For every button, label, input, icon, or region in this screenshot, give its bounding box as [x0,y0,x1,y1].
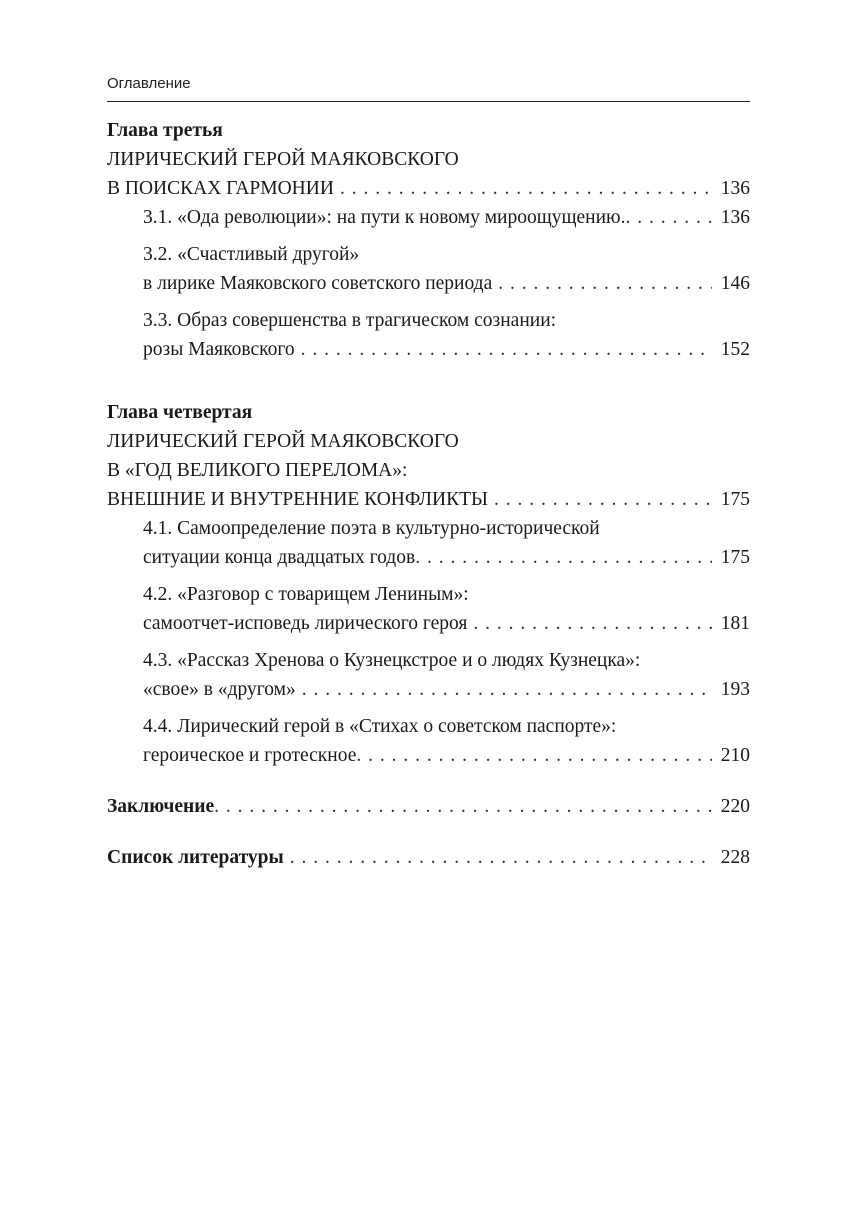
chapter4-title-line2: В «ГОД ВЕЛИКОГО ПЕРЕЛОМА»: [107,460,408,481]
chapter3-title-line2: В ПОИСКАХ ГАРМОНИИ [107,178,334,199]
conclusion-entry[interactable] [107,792,750,821]
chapter3-page: 136 [720,178,750,199]
conclusion-label: Заключение [107,796,215,817]
chapter4-title-line3: ВНЕШНИЕ И ВНУТРЕННИЕ КОНФЛИКТЫ [107,489,489,510]
chapter3-entry[interactable] [107,174,750,203]
section-page: 152 [720,339,750,360]
dot-leader [214,792,712,821]
dot-leader [494,485,712,514]
section-4-1[interactable] [107,543,750,572]
section-3-2[interactable] [107,269,750,298]
dot-leader [290,843,712,872]
chapter3-title-line1: ЛИРИЧЕСКИЙ ГЕРОЙ МАЯКОВСКОГО [107,149,459,170]
section-title: самоотчет-исповедь лирического героя [143,613,468,634]
section-3-1[interactable] [107,203,750,232]
chapter4-entry[interactable] [107,485,750,514]
chapter4-label: Глава четвертая [107,402,253,423]
dot-leader [301,335,712,364]
section-4-2[interactable] [107,609,750,638]
bibliography-label: Список литературы [107,847,284,868]
section-page: 175 [720,547,750,568]
section-title: героическое и гротескное [143,745,357,766]
section-page: 146 [720,273,750,294]
section-title: розы Маяковского [143,339,295,360]
section-page: 210 [720,745,750,766]
dot-leader [473,609,712,638]
bibliography-entry[interactable] [107,843,750,872]
section-3-3[interactable] [107,335,750,364]
section-4-4-line1: 4.4. Лирический герой в «Стихах о советском паспорте»: [143,716,617,737]
section-title: в лирике Маяковского советского периода [143,273,493,294]
header-rule [107,101,750,102]
conclusion-page: 220 [720,796,750,817]
section-4-4[interactable] [107,741,750,770]
section-4-3-line1: 4.3. «Рассказ Хренова о Кузнецкстрое и о людях Кузнецка»: [143,650,641,671]
chapter4-page: 175 [720,489,750,510]
section-3-2-line1: 3.2. «Счастливый другой» [143,244,360,265]
dot-leader [415,543,712,572]
section-4-3[interactable] [107,675,750,704]
dot-leader [356,741,712,770]
section-4-1-line1: 4.1. Самоопределение поэта в культурно-исторической [143,518,600,539]
table-of-contents [107,116,750,872]
section-4-2-line1: 4.2. «Разговор с товарищем Лениным»: [143,584,469,605]
section-title: 3.1. «Ода революции»: на пути к новому мироощущению. [143,207,626,228]
section-title: «свое» в «другом» [143,679,296,700]
chapter3-label: Глава третья [107,120,223,141]
section-page: 136 [720,207,750,228]
section-3-3-line1: 3.3. Образ совершенства в трагическом сознании: [143,310,557,331]
dot-leader [498,269,712,298]
section-page: 193 [720,679,750,700]
section-title: ситуации конца двадцатых годов [143,547,416,568]
dot-leader [340,174,712,203]
dot-leader [302,675,712,704]
chapter4-title-line1: ЛИРИЧЕСКИЙ ГЕРОЙ МАЯКОВСКОГО [107,431,459,452]
section-page: 181 [720,613,750,634]
bibliography-page: 228 [720,847,750,868]
running-head: Оглавление [107,75,191,92]
dot-leader [625,203,712,232]
